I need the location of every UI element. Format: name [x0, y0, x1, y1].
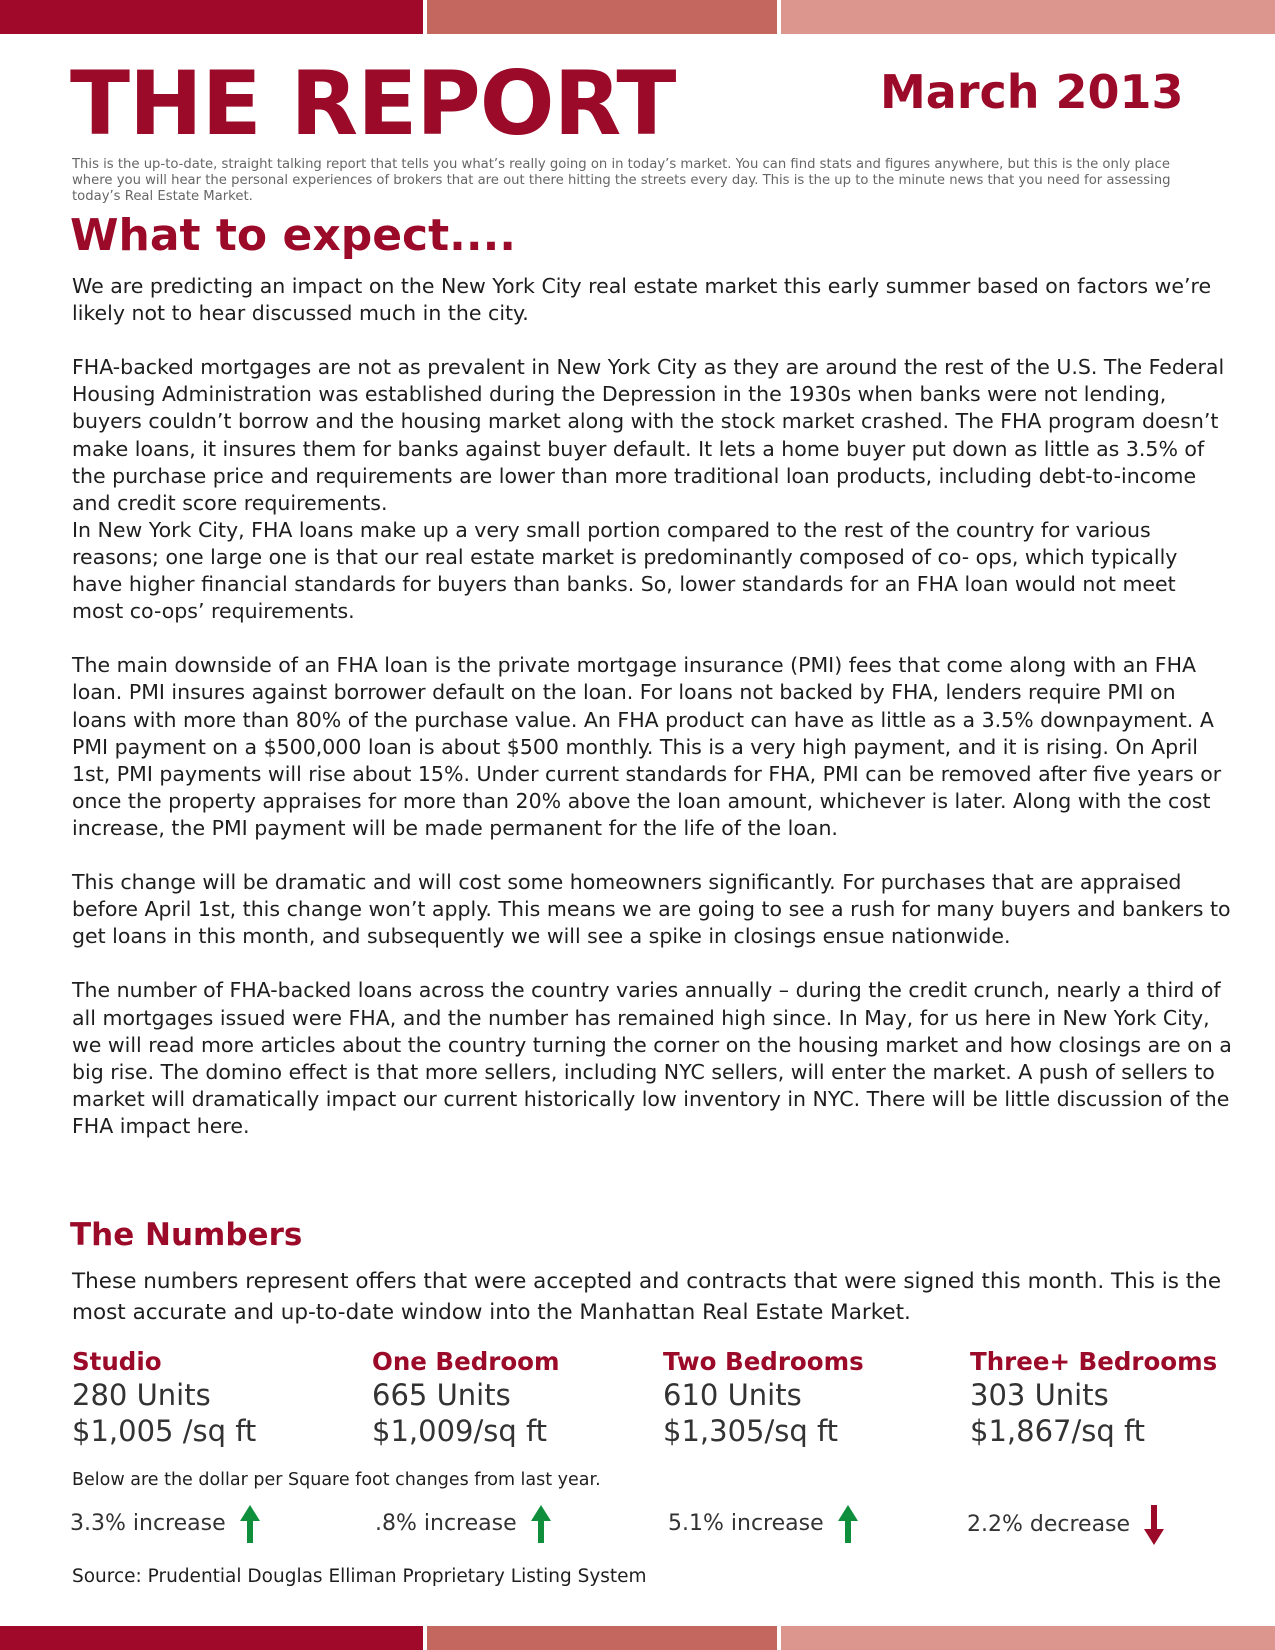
stat-price: $1,305/sq ft	[663, 1414, 839, 1448]
top-bar-segment-dark	[0, 0, 423, 34]
numbers-intro-text: These numbers represent offers that were accepted and contracts that were signed this month. This is the most accurate and up-to-date window into the Manhattan Real Estate Market.	[72, 1269, 1222, 1325]
article-paragraph: This change will be dramatic and will cost some homeowners significantly. For purchases that are appraised before April 1st, this change won’t apply. This means we are going to see a rush for many buyers and bankers to get loans in this month, and subsequently we will see a spike in closings ensue nationwide.	[72, 870, 1231, 949]
article-paragraph: The number of FHA-backed loans across the country varies annually – during the credit crunch, nearly a third of all mortgages issued were FHA, and the number has remained high since. In May, for us here in New York City, we will read more articles about the country turning the corner on the housing market and how closings are on a big rise. The domino effect is that more sellers, including NYC sellers, will enter the market. A push of sellers to market will dramatically impact our current historically low inventory in NYC. There will be little discussion of the FHA impact here.	[72, 978, 1232, 1138]
top-color-bar	[0, 0, 1275, 34]
change-text: 5.1% increase	[668, 1511, 824, 1536]
stat-units: 610 Units	[663, 1378, 802, 1412]
change-two-bedrooms	[668, 1505, 858, 1543]
stat-units: 303 Units	[970, 1378, 1109, 1412]
section-heading-what-to-expect: What to expect....	[70, 210, 517, 261]
change-three-plus-bedrooms	[967, 1505, 1164, 1545]
change-text: 3.3% increase	[70, 1511, 226, 1536]
change-one-bedroom	[375, 1505, 551, 1543]
changes-note: Below are the dollar per Square foot changes from last year.	[72, 1470, 601, 1490]
stat-units: 665 Units	[372, 1378, 511, 1412]
article-paragraph: The main downside of an FHA loan is the private mortgage insurance (PMI) fees that come along with an FHA loan. PMI insures against borrower default on the loan. For loans not backed by FHA, lenders require PMI on loans with more than 80% of the purchase value. An FHA product can have as little as a 3.5% downpayment. A PMI payment on a $500,000 loan is about $500 monthly. This is a very high payment, and it is rising. On April 1st, PMI payments will rise about 15%. Under current standards for FHA, PMI can be removed after five years or once the property appraises for more than 20% above the loan amount, whichever is later. Along with the cost increase, the PMI payment will be made permanent for the life of the loan.	[72, 653, 1222, 840]
report-date: March 2013	[880, 65, 1184, 119]
bottom-bar-segment-light	[781, 1626, 1275, 1650]
top-bar-segment-light	[781, 0, 1275, 34]
arrow-up-icon	[531, 1505, 551, 1543]
change-studio	[70, 1505, 260, 1543]
arrow-down-icon	[1144, 1505, 1164, 1545]
bottom-bar-segment-dark	[0, 1626, 423, 1650]
article-paragraph: FHA-backed mortgages are not as prevalent in New York City as they are around the rest of the U.S. The Federal Housing Administration was established during the Depression in the 1930s when banks were not lending, buyers couldn’t borrow and the housing market along with the stock market crashed. The FHA program doesn’t make loans, it insures them for banks against buyer default. It lets a home buyer put down as little as 3.5% of the purchase price and requirements are lower than more traditional loan products, including debt-to-income and credit score requirements.	[72, 355, 1225, 515]
stat-column-one-bedroom	[372, 1347, 560, 1449]
stat-label: Three+ Bedrooms	[970, 1347, 1218, 1376]
report-title: THE REPORT	[70, 52, 676, 155]
intro-text: This is the up-to-date, straight talking report that tells you what’s really going on in today’s market. You can find stats and figures anywhere, but this is the only place where you will hear the personal experiences of brokers that are out there hitting the streets every day. This is the up to the minute news that you need for assessing today’s Real Estate Market.	[72, 157, 1171, 204]
stat-label: One Bedroom	[372, 1347, 560, 1376]
change-text: 2.2% decrease	[967, 1512, 1131, 1537]
stat-column-studio	[72, 1347, 256, 1449]
article-paragraph: In New York City, FHA loans make up a very small portion compared to the rest of the country for various reasons; one large one is that our real estate market is predominantly composed of co- ops, which typically have higher financial standards for buyers than banks. So, lower standards for an FHA loan would not meet most co-ops’ requirements.	[72, 517, 1178, 624]
bottom-bar-segment-mid	[427, 1626, 777, 1650]
bottom-color-bar	[0, 1626, 1275, 1650]
arrow-up-icon	[240, 1505, 260, 1543]
section-heading-the-numbers: The Numbers	[70, 1217, 303, 1253]
change-text: .8% increase	[375, 1511, 517, 1536]
stat-price: $1,867/sq ft	[970, 1414, 1146, 1448]
stat-price: $1,009/sq ft	[372, 1414, 548, 1448]
stat-label: Two Bedrooms	[663, 1347, 864, 1376]
stat-column-two-bedrooms	[663, 1347, 864, 1449]
stat-price: $1,005 /sq ft	[72, 1414, 257, 1448]
stat-column-three-plus-bedrooms	[970, 1347, 1217, 1449]
top-bar-segment-mid	[427, 0, 777, 34]
arrow-up-icon	[838, 1505, 858, 1543]
article-body	[72, 273, 1232, 1140]
source-citation: Source: Prudential Douglas Elliman Proprietary Listing System	[72, 1566, 647, 1587]
article-paragraph: We are predicting an impact on the New York City real estate market this early summer based on factors we’re likely not to hear discussed much in the city.	[72, 274, 1212, 326]
stat-label: Studio	[72, 1347, 162, 1376]
stat-units: 280 Units	[72, 1378, 211, 1412]
